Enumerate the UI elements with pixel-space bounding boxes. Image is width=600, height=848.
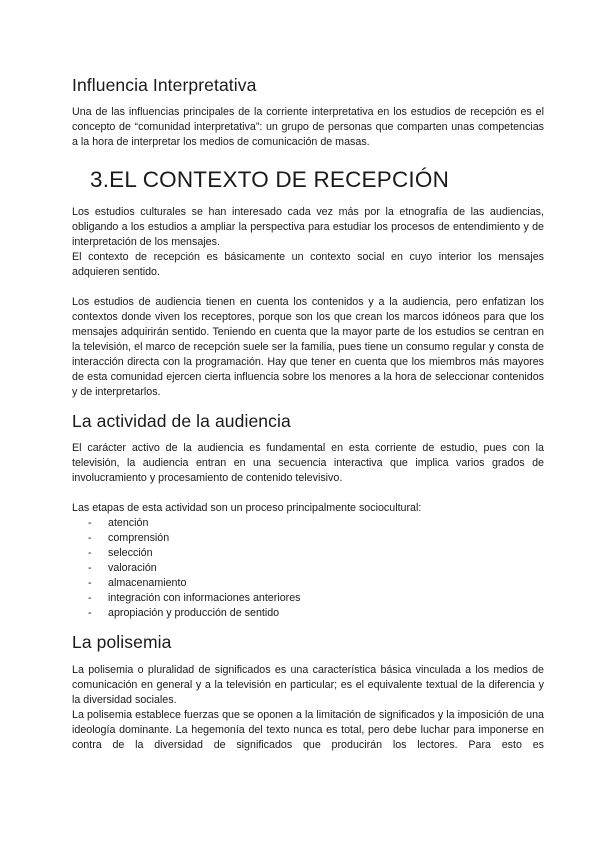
list-item: - atención: [88, 517, 149, 530]
chapter-heading-contexto: 3.EL CONTEXTO DE RECEPCIÓN: [90, 167, 450, 193]
list-item: - almacenamiento: [88, 577, 187, 590]
paragraph-caracter-activo: El carácter activo de la audiencia es fundamental en esta corriente de estudio, pues con la televisión, la audiencia entran en una secuencia interactiva que implica varios grados de involucramiento y procesamiento de contenido televisivo.: [72, 442, 544, 485]
paragraph-comunidad-interpretativa: Una de las influencias principales de la corriente interpretativa en los estudios de recepción es el concepto de “comunidad interpretativa”: un grupo de personas que comparten unas competencias a la hora de interpretar los medios de comunicación de masas.: [72, 106, 544, 149]
paragraph-contexto-recepcion: El contexto de recepción es básicamente un contexto social en cuyo interior los mensajes adquieren sentido.: [72, 251, 544, 278]
paragraph-etapas: Las etapas de esta actividad son un proceso principalmente sociocultural:: [72, 502, 422, 515]
list-item: - selección: [88, 547, 153, 560]
paragraph-polisemia-definicion: La polisemia o pluralidad de significados es una característica básica vinculada a los medios de comunicación en general y a la televisión en particular; es el equivalente textual de la diferencia y la diversidad sociales.: [72, 663, 544, 706]
list-item: - valoración: [88, 562, 157, 575]
section-heading-actividad: La actividad de la audiencia: [72, 411, 291, 431]
stages-list: [72, 516, 544, 621]
list-item: - integración con informaciones anteriores: [88, 592, 301, 605]
paragraph-estudios-culturales: Los estudios culturales se han interesado cada vez más por la etnografía de las audiencias, obligando a los estudios a ampliar la perspectiva para estudiar los procesos de entendimiento y de interpretación de los mensajes.: [72, 206, 544, 248]
list-item: - comprensión: [88, 532, 170, 545]
paragraph-estudios-audiencia: Los estudios de audiencia tienen en cuenta los contenidos y a la audiencia, pero enfatizan los contextos donde viven los receptores, porque son los que crean los marcos idóneos para que los mensajes adquirirán sentido. Teniendo en cuenta que la mayor parte de los estudios se centran en la televisión, el marco de recepción suele ser la familia, pues tiene un consumo regular y consta de interacción directa con la programación. Hay que tener en cuenta que los miembros más mayores de esta comunidad ejercen cierta influencia sobre los menores a la hora de seleccionar contenidos y de interpretarlos.: [72, 296, 544, 398]
spacer: [72, 280, 544, 295]
paragraph-polisemia-fuerzas: La polisemia establece fuerzas que se oponen a la limitación de significados y la imposición de una ideología dominante. La hegemonía del texto nunca es total, pero debe luchar para imponerse en contra de la diversidad de significados que producirán los lectores. Para esto es: [72, 708, 544, 751]
list-item: - apropiación y producción de sentido: [88, 607, 280, 620]
section-heading-influencia: Influencia Interpretativa: [72, 75, 257, 95]
spacer: [72, 486, 544, 501]
section-heading-polisemia: La polisemia: [72, 632, 172, 653]
